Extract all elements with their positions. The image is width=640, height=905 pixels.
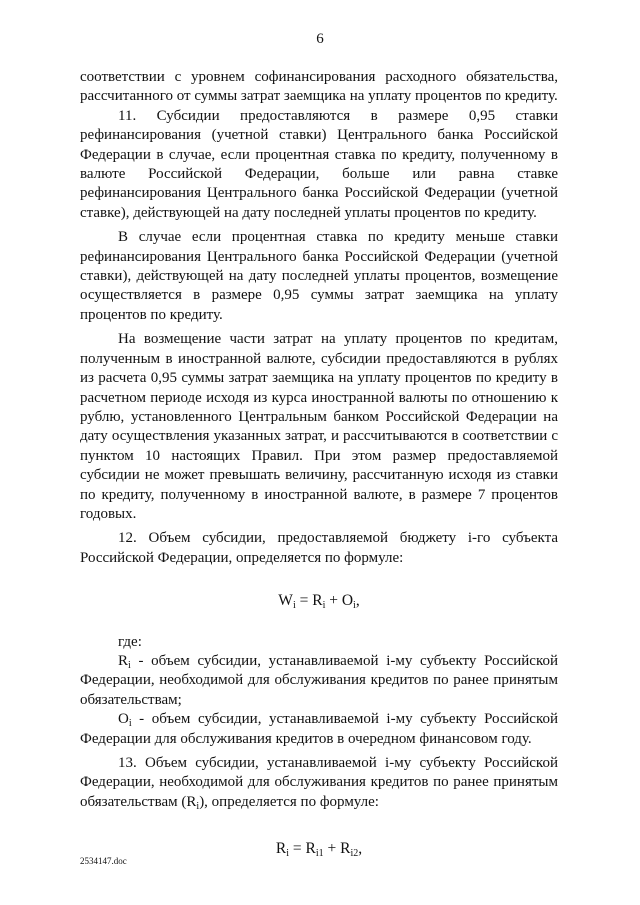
- paragraph-continuation: соответствии с уровнем софинансирования расходного обязательства, рассчитанного от суммы затрат заемщика на уплату процентов по кредиту.: [80, 69, 558, 105]
- page-number: 6: [316, 31, 324, 47]
- paragraph-foreign-currency: На возмещение части затрат на уплату процентов по кредитам, полученным в иностранной валюте, субсидии предоставляются в рублях из расчета 0,95 суммы затрат заемщика на уплату процентов по кредиту в расчетном периоде исходя из курса иностранной валюты по отношению к рублю, установленного Центральным банком Российской Федерации на дату осуществления указанных затрат, и рассчитываются в соответствии с пунктом 10 настоящих Правил. При этом размер предоставляемой субсидии не может превышать величину, рассчитанную исходя из ставки по кредиту, полученному в иностранной валюте, в размере 7 процентов годовых.: [80, 331, 558, 522]
- document-body: [80, 68, 558, 859]
- paragraph-13: 13. Объем субсидии, устанавливаемой i-му субъекту Российской Федерации, необходимой для обслуживания кредитов по ранее принятым обязательствам $(R_i)$, определяется по формуле:: [80, 755, 558, 812]
- formula-w: $W_i = R_i + O_i$,: [278, 592, 360, 612]
- paragraph-11: 11. Субсидии предоставляются в размере 0,95 ставки рефинансирования (учетной ставки) Центрального банка Российской Федерации в случае, если процентная ставка по кредиту, полученному в валюте Российской Федерации, больше или равна ставке рефинансирования Центрального банка Российской Федерации (учетной ставке), действующей на дату последней уплаты процентов по кредиту.: [80, 107, 558, 221]
- definition-o: $O_i$ - объем субсидии, устанавливаемой i-му субъекту Российской Федерации для обслуживания кредитов в очередном финансовом году.: [80, 711, 558, 747]
- where-label: где:: [118, 633, 142, 650]
- paragraph-12: 12. Объем субсидии, предоставляемой бюджету i-го субъекта Российской Федерации, определяется по формуле:: [80, 530, 558, 566]
- paragraph-rate-lower: В случае если процентная ставка по кредиту меньше ставки рефинансирования Центрального банка Российской Федерации (учетной ставки), действующей на дату последней уплаты процентов, возмещение осуществляется в размере 0,95 суммы затрат заемщика на уплату процентов по кредиту.: [80, 229, 558, 323]
- formula-r: $R_i = R_{i1} + R_{i2}$,: [275, 840, 363, 860]
- footer-filename: 2534147.doc: [80, 856, 127, 866]
- definition-r: $R_i$ - объем субсидии, устанавливаемой i-му субъекту Российской Федерации, необходимой для обслуживания кредитов по ранее принятым обязательствам;: [80, 652, 558, 708]
